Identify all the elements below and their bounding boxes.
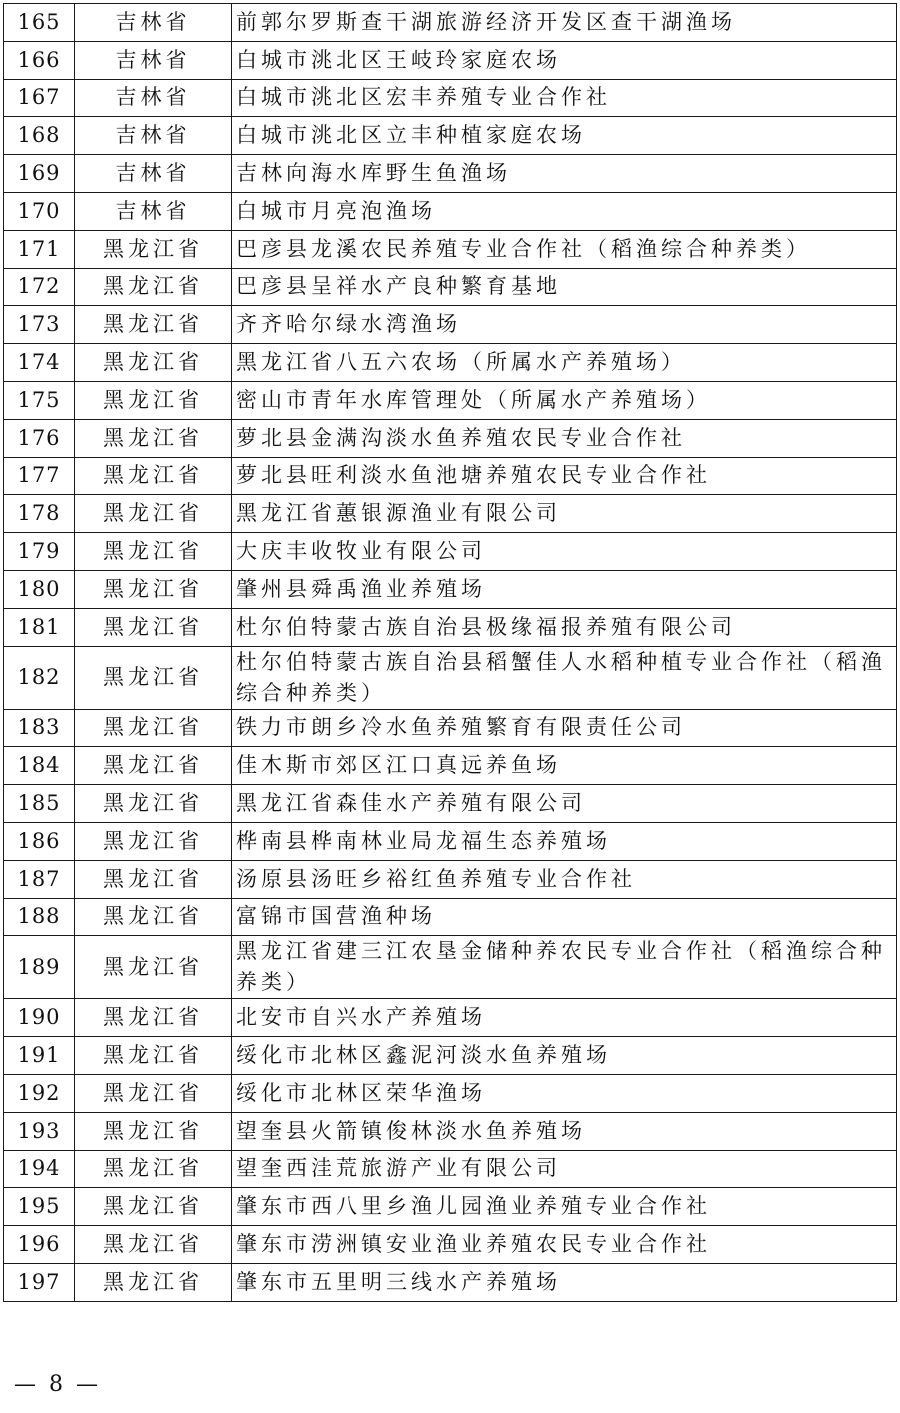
province-cell: 吉林省 <box>75 192 232 230</box>
table-row <box>4 747 897 785</box>
province-cell: 黑龙江省 <box>75 495 232 533</box>
province-cell: 黑龙江省 <box>75 1150 232 1188</box>
row-number-cell: 171 <box>4 230 75 268</box>
province-cell: 黑龙江省 <box>75 898 232 936</box>
page-number: — 8 — <box>14 1372 101 1397</box>
table-row <box>4 419 897 457</box>
farm-name-cell: 黑龙江省建三江农垦金储种养农民专业合作社（稻渔综合种养类） <box>232 936 897 999</box>
row-number-cell: 196 <box>4 1226 75 1264</box>
farm-name-cell: 桦南县桦南林业局龙福生态养殖场 <box>232 822 897 860</box>
farm-name-cell: 肇州县舜禹渔业养殖场 <box>232 570 897 608</box>
row-number-cell: 191 <box>4 1037 75 1075</box>
row-number-cell: 190 <box>4 999 75 1037</box>
province-cell: 黑龙江省 <box>75 533 232 571</box>
row-number-cell: 166 <box>4 41 75 79</box>
table-row <box>4 192 897 230</box>
row-number-cell: 194 <box>4 1150 75 1188</box>
province-cell: 黑龙江省 <box>75 1112 232 1150</box>
province-cell: 黑龙江省 <box>75 457 232 495</box>
table-row <box>4 1037 897 1075</box>
farm-name-cell: 白城市洮北区王岐玲家庭农场 <box>232 41 897 79</box>
table-row <box>4 709 897 747</box>
row-number-cell: 170 <box>4 192 75 230</box>
table-row <box>4 898 897 936</box>
farm-name-cell: 肇东市涝洲镇安业渔业养殖农民专业合作社 <box>232 1226 897 1264</box>
farm-name-cell: 望奎县火箭镇俊林淡水鱼养殖场 <box>232 1112 897 1150</box>
table-row <box>4 155 897 193</box>
table-row <box>4 1226 897 1264</box>
province-cell: 黑龙江省 <box>75 822 232 860</box>
farm-name-cell: 汤原县汤旺乡裕红鱼养殖专业合作社 <box>232 860 897 898</box>
farm-name-cell: 吉林向海水库野生鱼渔场 <box>232 155 897 193</box>
province-cell: 吉林省 <box>75 155 232 193</box>
row-number-cell: 181 <box>4 608 75 646</box>
farm-name-cell: 白城市洮北区立丰种植家庭农场 <box>232 117 897 155</box>
province-cell: 黑龙江省 <box>75 646 232 709</box>
table-row <box>4 1188 897 1226</box>
table-body <box>4 4 897 1302</box>
fish-farm-list-table <box>3 3 897 1302</box>
province-cell: 黑龙江省 <box>75 419 232 457</box>
farm-name-cell: 白城市月亮泡渔场 <box>232 192 897 230</box>
row-number-cell: 172 <box>4 268 75 306</box>
row-number-cell: 177 <box>4 457 75 495</box>
farm-name-cell: 大庆丰收牧业有限公司 <box>232 533 897 571</box>
province-cell: 黑龙江省 <box>75 306 232 344</box>
province-cell: 黑龙江省 <box>75 1074 232 1112</box>
table-row <box>4 344 897 382</box>
row-number-cell: 195 <box>4 1188 75 1226</box>
farm-name-cell: 黑龙江省八五六农场（所属水产养殖场） <box>232 344 897 382</box>
province-cell: 黑龙江省 <box>75 381 232 419</box>
farm-name-cell: 北安市自兴水产养殖场 <box>232 999 897 1037</box>
table-row <box>4 4 897 42</box>
province-cell: 吉林省 <box>75 117 232 155</box>
province-cell: 黑龙江省 <box>75 785 232 823</box>
province-cell: 黑龙江省 <box>75 747 232 785</box>
province-cell: 黑龙江省 <box>75 860 232 898</box>
province-cell: 黑龙江省 <box>75 268 232 306</box>
row-number-cell: 173 <box>4 306 75 344</box>
table-row <box>4 457 897 495</box>
table-row <box>4 785 897 823</box>
row-number-cell: 179 <box>4 533 75 571</box>
table-row <box>4 306 897 344</box>
table-row <box>4 41 897 79</box>
farm-name-cell: 铁力市朗乡冷水鱼养殖繁育有限责任公司 <box>232 709 897 747</box>
table-row <box>4 1074 897 1112</box>
table-row <box>4 822 897 860</box>
province-cell: 黑龙江省 <box>75 1037 232 1075</box>
table-row <box>4 1263 897 1301</box>
row-number-cell: 186 <box>4 822 75 860</box>
row-number-cell: 192 <box>4 1074 75 1112</box>
table-row <box>4 1150 897 1188</box>
table-row <box>4 533 897 571</box>
row-number-cell: 176 <box>4 419 75 457</box>
farm-name-cell: 齐齐哈尔绿水湾渔场 <box>232 306 897 344</box>
farm-name-cell: 巴彦县龙溪农民养殖专业合作社（稻渔综合种养类） <box>232 230 897 268</box>
row-number-cell: 184 <box>4 747 75 785</box>
farm-name-cell: 望奎西洼荒旅游产业有限公司 <box>232 1150 897 1188</box>
row-number-cell: 178 <box>4 495 75 533</box>
farm-name-cell: 绥化市北林区鑫泥河淡水鱼养殖场 <box>232 1037 897 1075</box>
province-cell: 黑龙江省 <box>75 709 232 747</box>
table-row <box>4 268 897 306</box>
table-row <box>4 495 897 533</box>
province-cell: 黑龙江省 <box>75 936 232 999</box>
farm-name-cell: 白城市洮北区宏丰养殖专业合作社 <box>232 79 897 117</box>
province-cell: 黑龙江省 <box>75 1188 232 1226</box>
table-row <box>4 1112 897 1150</box>
table-row <box>4 936 897 999</box>
table-row <box>4 79 897 117</box>
farm-name-cell: 杜尔伯特蒙古族自治县极缘福报养殖有限公司 <box>232 608 897 646</box>
farm-name-cell: 黑龙江省蕙银源渔业有限公司 <box>232 495 897 533</box>
farm-name-cell: 黑龙江省森佳水产养殖有限公司 <box>232 785 897 823</box>
farm-name-cell: 绥化市北林区荣华渔场 <box>232 1074 897 1112</box>
row-number-cell: 168 <box>4 117 75 155</box>
province-cell: 黑龙江省 <box>75 344 232 382</box>
row-number-cell: 174 <box>4 344 75 382</box>
province-cell: 黑龙江省 <box>75 999 232 1037</box>
row-number-cell: 185 <box>4 785 75 823</box>
row-number-cell: 180 <box>4 570 75 608</box>
table-row <box>4 230 897 268</box>
farm-name-cell: 巴彦县呈祥水产良种繁育基地 <box>232 268 897 306</box>
farm-name-cell: 前郭尔罗斯查干湖旅游经济开发区查干湖渔场 <box>232 4 897 42</box>
province-cell: 黑龙江省 <box>75 1226 232 1264</box>
row-number-cell: 165 <box>4 4 75 42</box>
province-cell: 吉林省 <box>75 79 232 117</box>
table-row <box>4 608 897 646</box>
row-number-cell: 188 <box>4 898 75 936</box>
farm-name-cell: 富锦市国营渔种场 <box>232 898 897 936</box>
province-cell: 吉林省 <box>75 41 232 79</box>
row-number-cell: 175 <box>4 381 75 419</box>
farm-name-cell: 肇东市五里明三线水产养殖场 <box>232 1263 897 1301</box>
table-row <box>4 117 897 155</box>
row-number-cell: 183 <box>4 709 75 747</box>
table-row <box>4 860 897 898</box>
province-cell: 吉林省 <box>75 4 232 42</box>
row-number-cell: 187 <box>4 860 75 898</box>
row-number-cell: 197 <box>4 1263 75 1301</box>
row-number-cell: 182 <box>4 646 75 709</box>
table-row <box>4 570 897 608</box>
row-number-cell: 189 <box>4 936 75 999</box>
table-row <box>4 646 897 709</box>
farm-name-cell: 肇东市西八里乡渔儿园渔业养殖专业合作社 <box>232 1188 897 1226</box>
farm-name-cell: 佳木斯市郊区江口真远养鱼场 <box>232 747 897 785</box>
row-number-cell: 169 <box>4 155 75 193</box>
province-cell: 黑龙江省 <box>75 1263 232 1301</box>
farm-name-cell: 密山市青年水库管理处（所属水产养殖场） <box>232 381 897 419</box>
table-row <box>4 999 897 1037</box>
table-row <box>4 381 897 419</box>
farm-name-cell: 萝北县旺利淡水鱼池塘养殖农民专业合作社 <box>232 457 897 495</box>
row-number-cell: 167 <box>4 79 75 117</box>
farm-name-cell: 萝北县金满沟淡水鱼养殖农民专业合作社 <box>232 419 897 457</box>
farm-name-cell: 杜尔伯特蒙古族自治县稻蟹佳人水稻种植专业合作社（稻渔综合种养类） <box>232 646 897 709</box>
province-cell: 黑龙江省 <box>75 230 232 268</box>
row-number-cell: 193 <box>4 1112 75 1150</box>
province-cell: 黑龙江省 <box>75 608 232 646</box>
province-cell: 黑龙江省 <box>75 570 232 608</box>
